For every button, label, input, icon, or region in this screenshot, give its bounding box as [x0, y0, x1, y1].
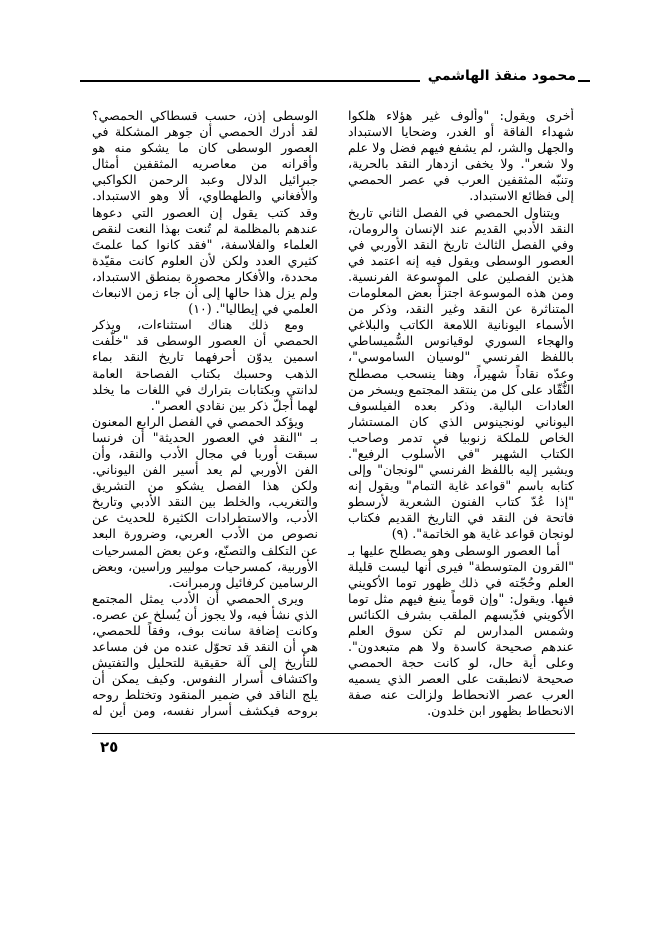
paragraph: أما العصور الوسطى وهو يصطلح عليها بـ "القرون المتوسطة" فيرى أنها ليست قليلة العلم وحُجّته في ذلك ظهور توما الأكويني فيها. ويقول: "وإن قوماً ينبغ فيهم مثل توما الأكويني فدّيسهم الملقب بشرف الكنائس وشمس المدارس لم تكن سوق العلم عندهم صحيحة كاسدة ولا هم متبعدون". وعلى أية حال، لو كانت حجة الحمصي صحيحة لانطبقت على العصر الذي يسميه العرب عصر الانحطاط ولزالت عنه صفة الانحطاط بظهور ابن خلدون.: [348, 542, 574, 719]
paragraph: ومع ذلك هناك استثناءات، ويذكر الحمصي أن العصور الوسطى قد "خلّفت اسمين يدوّن أحرفهما تاريخ النقد بماء الذهب وحسبك بكتاب الفصاحة العامة لدانتي وبكتابات بترارك في اللغات ما يخلد لهما أجلّ ذكر بين نقادي العصر".: [92, 317, 318, 413]
text-column-left: [92, 108, 318, 720]
author-name: محمود منقذ الهاشمي: [427, 68, 576, 84]
header-rule: [80, 80, 420, 82]
paragraph: ويرى الحمصي أن الأدب يمثل المجتمع الذي نشأ فيه، ولا يجوز أن يُسلخ عن عصره. وكانت إضافة سانت بوف، وفقاً للحمصي، هي أن النقد قد تحوّل عنده من فن مساعد للتأريخ إلى آلة حقيقية للتحليل والتفتيش واكتشاف أسرار النفوس. وكيف يمكن أن يلج الناقد في ضمير المنقود وتختلط روحه بروحه فيكشف أسرار نفسه، ومن أين له: [92, 590, 318, 719]
running-header: [80, 70, 590, 90]
text-column-right: [348, 108, 574, 720]
paragraph: الوسطى إذن، حسب قسطاكي الحمصي؟ لقد أدرك الحمصي أن جوهر المشكلة في العصور الوسطى كان ما يشكو منه هو وأقرانه من معاصريه المثقفين أمثال جبرائيل الدلال وعبد الرحمن الكواكبي والأفغاني والطهطاوي، ألا وهو الاستبداد. وقد كتب يقول إن العصور التي دعوها عندهم بالمظلمة لم تُنعت بهذا النعت لنقص العلماء والفلاسفة، "فقد كانوا كما علمتَ كثيري العدد ولكن لأن العلوم كانت مقيّدة محددة، والأفكار محصورة بمنطق الاستبداد، ولم يزل هذا حالها إلى أن جاء زمن الانبعاث العلمي في إيطاليا". (١٠): [92, 108, 318, 317]
paragraph: ويؤكد الحمصي في الفصل الرابع المعنون بـ "النقد في العصور الحديثة" أن فرنسا سبقت أوربا في مجال الأدب والنقد، وأن الفن الأوربي لم يعد أسير الفن اليوناني. ولكن هذا الفصل يشكو من التشريق والتغريب، والخلط بين النقد الأدبي وتاريخ الأدب، والاستطرادات الكثيرة للحديث عن نصوص من الأدب العربي، وضرورة البعد عن التكلف والتصنّع، وعن بعض المسرحيات الأوربية، كمسرحيات موليير وراسين، وبعض الرسامين كرفائيل ورمبرانت.: [92, 413, 318, 590]
header-rule-end: [578, 80, 590, 82]
paragraph: أخرى ويقول: "وألوف غير هؤلاء هلكوا شهداء الفاقة أو الغدر، وضحايا الاستبداد والجهل والشر، لم يشفع فيهم فضل ولا علم ولا شعر". ولا يخفى ازدهار النقد بالحرية، وتنبّه المثقفين العرب في عصر الحمصي إلى فظائع الاستبداد.: [348, 108, 574, 204]
page-number: ٢٥: [100, 738, 119, 756]
paragraph: ويتناول الحمصي في الفصل الثاني تاريخ النقد الأدبي القديم عند الإنسان والرومان، وفي الفصل الثالث تاريخ النقد الأوربي في العصور الوسطى ويقول فيه إنه اعتمد في هذين الفصلين على الموسوعة الفرنسية. ومن هذه الموسوعة اجتزأ بعض المعلومات المتناثرة عن النقد وغير النقد، وذكر من الأسماء اليونانية اللامعة الكاتب والبلاغي والهجاء السوري لوقيانوس السُّميساطي باللفظ الفرنسي "لوسيان الساموسي"، وعدّه نقاداً شهيراً، وهنا ينسحب مصطلح النُّقّاد على كل من ينتقد المجتمع ويسخر من العادات البالية. وذكر بعده الفيلسوف اليوناني لونجينوس الذي كان المستشار الخاص للملكة زنوبيا في تدمر وصاحب الكتاب الشهير "في الأسلوب الرفيع". ويشير إليه باللفظ الفرنسي "لونجان" وإلى كتابه باسم "قواعد غاية التمام" ويقول إنه "إذا عُدّ كتاب الفنون الشعرية لأرسطو فاتحة فن النقد في التاريخ القديم فكتاب لونجان قواعد غاية هو الخاتمة". (٩): [348, 204, 574, 542]
footer-rule: [92, 733, 575, 734]
